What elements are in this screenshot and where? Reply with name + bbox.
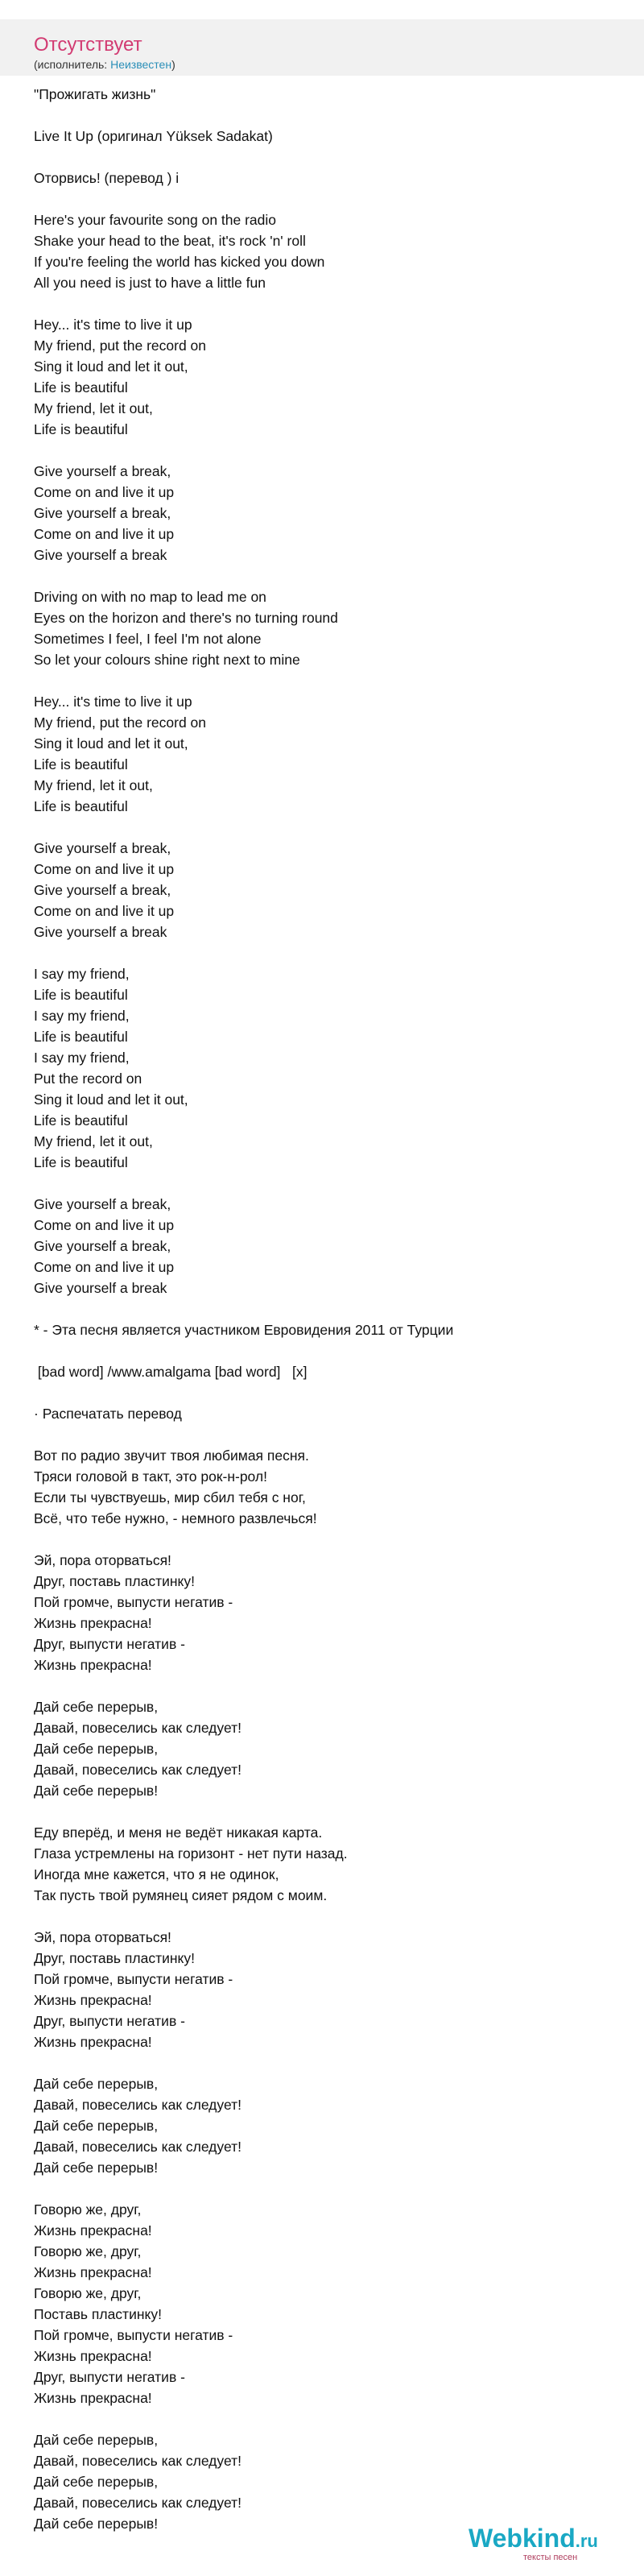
lyric-line: Sing it loud and let it out, bbox=[34, 1091, 188, 1108]
lyric-line: Если ты чувствуешь, мир сбил тебя с ног, bbox=[34, 1489, 306, 1505]
lyric-line: Eyes on the horizon and there's no turning round bbox=[34, 610, 338, 626]
lyric-line: Друг, поставь пластинку! bbox=[34, 1573, 195, 1589]
lyric-line: I say my friend, bbox=[34, 1008, 130, 1024]
lyric-line: Жизнь прекрасна! bbox=[34, 2264, 152, 2280]
lyric-line: If you're feeling the world has kicked you down bbox=[34, 254, 325, 270]
page-title: Отсутствует bbox=[34, 34, 142, 56]
lyric-line: Жизнь прекрасна! bbox=[34, 2348, 152, 2364]
lyric-line: Sing it loud and let it out, bbox=[34, 358, 188, 375]
blank-line bbox=[34, 293, 630, 314]
lyric-line: Give yourself a break, bbox=[34, 505, 171, 521]
lyrics-original bbox=[34, 209, 630, 1361]
lyrics-translation bbox=[34, 1445, 630, 2534]
lyric-line: Друг, выпусти негатив - bbox=[34, 2369, 185, 2385]
lyric-line: I say my friend, bbox=[34, 966, 130, 982]
lyric-line: Говорю же, друг, bbox=[34, 2201, 142, 2218]
lyric-line: Так пусть твой румянец сияет рядом с моим. bbox=[34, 1887, 328, 1903]
lyric-line: Life is beautiful bbox=[34, 798, 128, 814]
lyric-line: Driving on with no map to lead me on bbox=[34, 589, 266, 605]
lyric-line: All you need is just to have a little fun bbox=[34, 275, 266, 291]
blank-line bbox=[34, 817, 630, 838]
lyric-line: Life is beautiful bbox=[34, 379, 128, 396]
webkind-logo[interactable] bbox=[469, 2522, 638, 2570]
lyric-line: Life is beautiful bbox=[34, 1112, 128, 1129]
blank-line bbox=[34, 2052, 630, 2073]
bad-word-actions bbox=[34, 1361, 630, 1382]
blank-line bbox=[34, 1298, 630, 1319]
lyric-line: Давай, повеселись как следует! bbox=[34, 2097, 242, 2113]
lyrics-intro bbox=[34, 84, 630, 209]
blank-line bbox=[34, 1173, 630, 1194]
print-translation-link[interactable]: Распечатать перевод bbox=[42, 1406, 182, 1422]
lyric-line: Give yourself a break, bbox=[34, 463, 171, 479]
lyric-line: Всё, что тебе нужно, - немного развлечься! bbox=[34, 1510, 317, 1526]
lyric-line: Life is beautiful bbox=[34, 756, 128, 772]
lyric-line: Life is beautiful bbox=[34, 1029, 128, 1045]
lyric-line: "Прожигать жизнь" bbox=[34, 86, 156, 102]
artist-suffix: ) bbox=[171, 58, 175, 71]
lyric-line: Дай себе перерыв! bbox=[34, 2160, 159, 2176]
blank-line bbox=[34, 1529, 630, 1550]
lyric-line: Эй, пора оторваться! bbox=[34, 1929, 171, 1945]
lyric-line: My friend, let it out, bbox=[34, 777, 153, 793]
lyric-line: Глаза устремлены на горизонт - нет пути назад. bbox=[34, 1845, 348, 1862]
bad-word-link-2[interactable]: [bad word] bbox=[214, 1364, 281, 1380]
lyric-line: Вот по радио звучит твоя любимая песня. bbox=[34, 1447, 309, 1464]
lyric-line: My friend, put the record on bbox=[34, 714, 206, 731]
lyric-line: Еду вперёд, и меня не ведёт никакая карта. bbox=[34, 1824, 323, 1841]
lyric-line: Пой громче, выпусти негатив - bbox=[34, 2327, 233, 2343]
blank-line bbox=[34, 1340, 630, 1361]
lyric-line: My friend, put the record on bbox=[34, 338, 206, 354]
lyric-line: Life is beautiful bbox=[34, 987, 128, 1003]
lyric-line: Жизнь прекрасна! bbox=[34, 1615, 152, 1631]
blank-line bbox=[34, 670, 630, 691]
lyrics-content bbox=[34, 84, 630, 2534]
lyric-line: My friend, let it out, bbox=[34, 1133, 153, 1149]
lyric-line: Sing it loud and let it out, bbox=[34, 735, 188, 752]
lyric-line: Sometimes I feel, I feel I'm not alone bbox=[34, 631, 262, 647]
blank-line bbox=[34, 105, 630, 126]
lyric-line: Give yourself a break, bbox=[34, 840, 171, 856]
lyric-line: Давай, повеселись как следует! bbox=[34, 2453, 242, 2469]
blank-line bbox=[34, 440, 630, 461]
lyric-line: Give yourself a break, bbox=[34, 1196, 171, 1212]
lyric-line: * - Эта песня является участником Евровидения 2011 от Турции bbox=[34, 1322, 454, 1338]
lyric-line: My friend, let it out, bbox=[34, 400, 153, 416]
lyric-line: Жизнь прекрасна! bbox=[34, 2390, 152, 2406]
lyric-line: Come on and live it up bbox=[34, 861, 175, 877]
lyric-line: Come on and live it up bbox=[34, 484, 175, 500]
blank-line bbox=[34, 1382, 630, 1403]
lyric-line: Жизнь прекрасна! bbox=[34, 2222, 152, 2238]
lyric-line: Друг, выпусти негатив - bbox=[34, 1636, 185, 1652]
lyric-line: Дай себе перерыв, bbox=[34, 2474, 159, 2490]
lyric-line: Дай себе перерыв, bbox=[34, 1699, 159, 1715]
actions-spacer bbox=[280, 1364, 292, 1380]
lyric-line: Тряси головой в такт, это рок-н-рол! bbox=[34, 1468, 267, 1485]
lyric-line: Давай, повеселись как следует! bbox=[34, 2139, 242, 2155]
lyric-line: Come on and live it up bbox=[34, 1259, 175, 1275]
blank-line bbox=[34, 1801, 630, 1822]
print-action bbox=[34, 1403, 630, 1424]
lyric-line: Эй, пора оторваться! bbox=[34, 1552, 171, 1568]
lyric-line: Друг, поставь пластинку! bbox=[34, 1950, 195, 1966]
blank-line bbox=[34, 147, 630, 168]
lyric-line: Жизнь прекрасна! bbox=[34, 2034, 152, 2050]
blank-line bbox=[34, 188, 630, 209]
blank-line bbox=[34, 1906, 630, 1927]
lyric-line: Иногда мне кажется, что я не одинок, bbox=[34, 1866, 279, 1882]
artist-link[interactable]: Неизвестен bbox=[110, 58, 172, 71]
artist-line bbox=[34, 58, 175, 71]
lyric-line: Life is beautiful bbox=[34, 1154, 128, 1170]
close-link[interactable]: [x] bbox=[292, 1364, 308, 1380]
lyric-line: Поставь пластинку! bbox=[34, 2306, 162, 2322]
lyric-line: Come on and live it up bbox=[34, 1217, 175, 1233]
lyric-line: Дай себе перерыв, bbox=[34, 2432, 159, 2448]
lyric-line: Говорю же, друг, bbox=[34, 2243, 142, 2259]
logo-tagline: тексты песен bbox=[523, 2553, 578, 2562]
lyric-line: Shake your head to the beat, it's rock 'n' roll bbox=[34, 233, 306, 249]
lyric-line: Give yourself a break, bbox=[34, 882, 171, 898]
lyric-line: Come on and live it up bbox=[34, 526, 175, 542]
lyric-line: Put the record on bbox=[34, 1071, 142, 1087]
lyric-line: Give yourself a break bbox=[34, 1280, 167, 1296]
lyric-line: Hey... it's time to live it up bbox=[34, 694, 192, 710]
lyric-line: Come on and live it up bbox=[34, 903, 175, 919]
lyric-line: Оторвись! (перевод ) i bbox=[34, 170, 180, 186]
lyric-line: Дай себе перерыв, bbox=[34, 1741, 159, 1757]
blank-line bbox=[34, 942, 630, 963]
blank-line bbox=[34, 2408, 630, 2429]
lyric-line: Дай себе перерыв! bbox=[34, 2516, 159, 2532]
blank-line bbox=[34, 2178, 630, 2199]
lyric-line: Давай, повеселись как следует! bbox=[34, 2495, 242, 2511]
lyric-line: Дай себе перерыв! bbox=[34, 1783, 159, 1799]
lyric-line: Дай себе перерыв, bbox=[34, 2076, 159, 2092]
lyric-line: Дай себе перерыв, bbox=[34, 2118, 159, 2134]
blank-line bbox=[34, 565, 630, 586]
bad-word-link[interactable]: [bad word] bbox=[37, 1364, 104, 1380]
lyric-line: Жизнь прекрасна! bbox=[34, 1992, 152, 2008]
lyric-line: Life is beautiful bbox=[34, 421, 128, 437]
lyric-line: Жизнь прекрасна! bbox=[34, 1657, 152, 1673]
lyric-line: Друг, выпусти негатив - bbox=[34, 2013, 185, 2029]
lyric-line: Here's your favourite song on the radio bbox=[34, 212, 277, 228]
logo-name: Webkind bbox=[469, 2524, 576, 2553]
lyric-line: Give yourself a break bbox=[34, 924, 167, 940]
amalgama-url-text: /www.amalgama bbox=[103, 1364, 215, 1380]
artist-prefix: (исполнитель: bbox=[34, 58, 111, 71]
lyric-line: Пой громче, выпусти негатив - bbox=[34, 1594, 233, 1610]
lyric-line: Давай, повеселись как следует! bbox=[34, 1762, 242, 1778]
lyric-line: I say my friend, bbox=[34, 1050, 130, 1066]
lyric-line: Пой громче, выпусти негатив - bbox=[34, 1971, 233, 1987]
lyric-line: So let your colours shine right next to mine bbox=[34, 652, 300, 668]
lyric-line: Hey... it's time to live it up bbox=[34, 317, 192, 333]
lyric-line: Give yourself a break bbox=[34, 547, 167, 563]
print-bullet: · bbox=[34, 1406, 43, 1422]
lyric-line: Give yourself a break, bbox=[34, 1238, 171, 1254]
logo-tld: .ru bbox=[575, 2531, 598, 2551]
lyric-line: Давай, повеселись как следует! bbox=[34, 1720, 242, 1736]
blank-line bbox=[34, 1424, 630, 1445]
lyric-line: Live It Up (оригинал Yüksek Sadakat) bbox=[34, 128, 273, 144]
lyric-line: Говорю же, друг, bbox=[34, 2285, 142, 2301]
blank-line bbox=[34, 1675, 630, 1696]
